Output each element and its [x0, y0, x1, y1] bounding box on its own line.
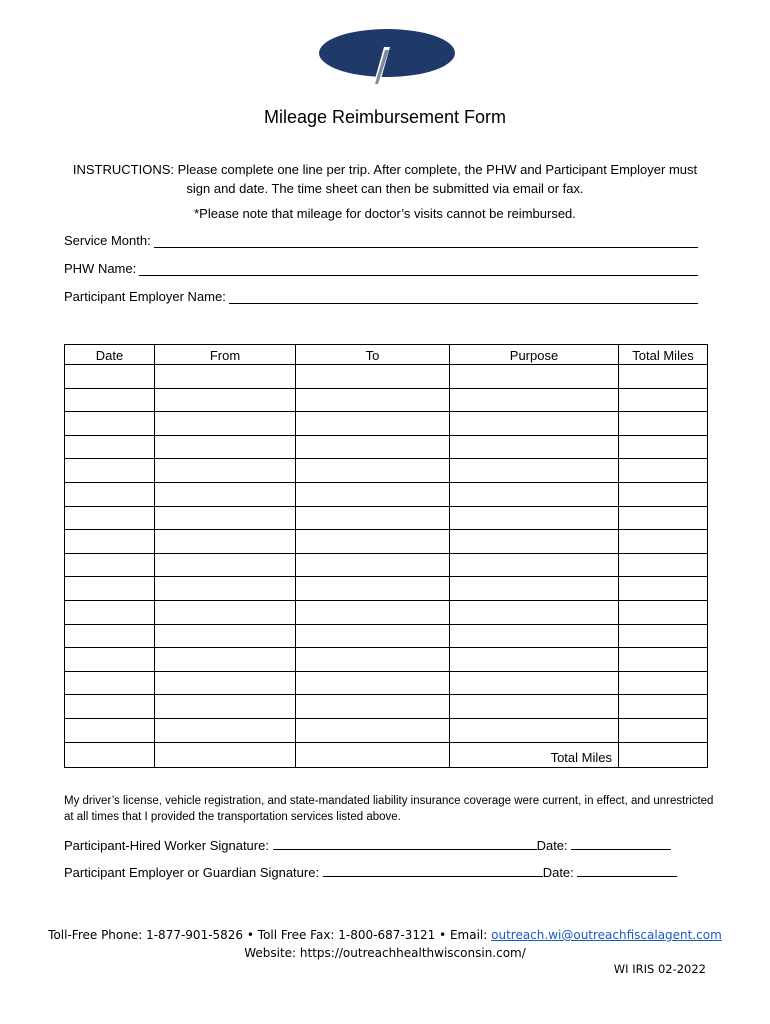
miles-cell[interactable]	[619, 553, 708, 577]
to-cell[interactable]	[296, 553, 450, 577]
employer-signature-label: Participant Employer or Guardian Signature:	[64, 865, 320, 880]
from-cell[interactable]	[155, 577, 296, 601]
from-cell[interactable]	[155, 388, 296, 412]
purpose-cell[interactable]	[450, 648, 619, 672]
from-cell[interactable]	[155, 695, 296, 719]
to-cell[interactable]	[296, 412, 450, 436]
date-cell[interactable]	[65, 365, 155, 389]
table-row	[65, 506, 708, 530]
table-row	[65, 648, 708, 672]
miles-cell[interactable]	[619, 388, 708, 412]
to-cell[interactable]	[296, 648, 450, 672]
date-cell[interactable]	[65, 506, 155, 530]
date-cell[interactable]	[65, 530, 155, 554]
to-cell[interactable]	[296, 718, 450, 742]
table-row	[65, 435, 708, 459]
phw-signature-line	[64, 836, 671, 853]
to-cell[interactable]	[296, 742, 450, 768]
date-cell[interactable]	[65, 671, 155, 695]
miles-cell[interactable]	[619, 365, 708, 389]
miles-cell[interactable]	[619, 624, 708, 648]
footer-contact: Toll-Free Phone: 1-877-901-5826 • Toll Free Fax: 1-800-687-3121 • Email:	[48, 928, 492, 942]
purpose-cell[interactable]	[450, 600, 619, 624]
phw-name-input[interactable]	[139, 261, 698, 276]
purpose-cell[interactable]	[450, 506, 619, 530]
purpose-cell[interactable]	[450, 365, 619, 389]
reimbursement-note: *Please note that mileage for doctor’s visits cannot be reimbursed.	[194, 206, 576, 221]
table-row	[65, 553, 708, 577]
from-cell[interactable]	[155, 624, 296, 648]
miles-cell[interactable]	[619, 435, 708, 459]
miles-cell[interactable]	[619, 671, 708, 695]
header-from: From	[155, 345, 296, 365]
phw-name-label: PHW Name:	[64, 261, 137, 276]
footer	[0, 926, 770, 962]
to-cell[interactable]	[296, 506, 450, 530]
from-cell[interactable]	[155, 530, 296, 554]
table-row	[65, 388, 708, 412]
header-to: To	[296, 345, 450, 365]
to-cell[interactable]	[296, 695, 450, 719]
table-header-row	[65, 345, 708, 365]
total-miles-cell[interactable]	[619, 742, 708, 768]
miles-cell[interactable]	[619, 506, 708, 530]
from-cell[interactable]	[155, 742, 296, 768]
from-cell[interactable]	[155, 482, 296, 506]
from-cell[interactable]	[155, 506, 296, 530]
date-cell[interactable]	[65, 553, 155, 577]
phw-signature-label: Participant-Hired Worker Signature:	[64, 838, 269, 853]
employer-signature-input[interactable]	[323, 863, 543, 877]
header-total-miles: Total Miles	[619, 345, 708, 365]
service-month-field	[64, 233, 698, 248]
employer-name-input[interactable]	[229, 289, 698, 304]
phw-date-input[interactable]	[571, 836, 671, 850]
to-cell[interactable]	[296, 459, 450, 483]
to-cell[interactable]	[296, 530, 450, 554]
table-row	[65, 459, 708, 483]
employer-name-label: Participant Employer Name:	[64, 289, 226, 304]
to-cell[interactable]	[296, 388, 450, 412]
miles-cell[interactable]	[619, 412, 708, 436]
table-row	[65, 530, 708, 554]
date-cell[interactable]	[65, 648, 155, 672]
from-cell[interactable]	[155, 435, 296, 459]
form-title: Mileage Reimbursement Form	[263, 107, 507, 127]
table-row	[65, 577, 708, 601]
mileage-table	[64, 344, 708, 768]
phw-signature-input[interactable]	[273, 836, 537, 850]
miles-cell[interactable]	[619, 459, 708, 483]
miles-cell[interactable]	[619, 600, 708, 624]
miles-cell[interactable]	[619, 530, 708, 554]
from-cell[interactable]	[155, 365, 296, 389]
to-cell[interactable]	[296, 577, 450, 601]
header-purpose: Purpose	[450, 345, 619, 365]
employer-date-label: Date:	[542, 865, 574, 880]
total-miles-label: Total Miles	[450, 742, 619, 768]
purpose-cell[interactable]	[450, 459, 619, 483]
date-cell[interactable]	[65, 695, 155, 719]
purpose-cell[interactable]	[450, 671, 619, 695]
purpose-cell[interactable]	[450, 388, 619, 412]
date-cell[interactable]	[65, 742, 155, 768]
from-cell[interactable]	[155, 412, 296, 436]
table-row	[65, 624, 708, 648]
miles-cell[interactable]	[619, 482, 708, 506]
from-cell[interactable]	[155, 600, 296, 624]
table-row	[65, 482, 708, 506]
table-row	[65, 718, 708, 742]
from-cell[interactable]	[155, 671, 296, 695]
to-cell[interactable]	[296, 482, 450, 506]
purpose-cell[interactable]	[450, 530, 619, 554]
phw-date-label: Date:	[536, 838, 568, 853]
footer-contact-line	[0, 926, 770, 944]
certification-statement: My driver’s license, vehicle registration, and state-mandated liability insurance coverage were current, in effect, and unrestricted at all times that I provided the transportation services listed above.	[64, 795, 714, 823]
header-date: Date	[65, 345, 155, 365]
purpose-cell[interactable]	[450, 695, 619, 719]
miles-cell[interactable]	[619, 648, 708, 672]
table-row	[65, 365, 708, 389]
purpose-cell[interactable]	[450, 553, 619, 577]
purpose-cell[interactable]	[450, 577, 619, 601]
purpose-cell[interactable]	[450, 435, 619, 459]
miles-cell[interactable]	[619, 718, 708, 742]
miles-cell[interactable]	[619, 577, 708, 601]
date-cell[interactable]	[65, 624, 155, 648]
date-cell[interactable]	[65, 718, 155, 742]
purpose-cell[interactable]	[450, 412, 619, 436]
purpose-cell[interactable]	[450, 624, 619, 648]
purpose-cell[interactable]	[450, 482, 619, 506]
table-row	[65, 695, 708, 719]
instructions-text: INSTRUCTIONS: Please complete one line per trip. After complete, the PHW and Participant Employer must sign and date. The time sheet can then be submitted via email or fax.	[72, 162, 698, 196]
from-cell[interactable]	[155, 459, 296, 483]
footer-website: Website: https://outreachhealthwisconsin.com/	[244, 946, 526, 960]
date-cell[interactable]	[65, 412, 155, 436]
form-code: WI IRIS 02-2022	[613, 962, 706, 976]
employer-name-field	[64, 289, 698, 304]
organization-logo	[318, 28, 456, 88]
employer-date-input[interactable]	[577, 863, 677, 877]
to-cell[interactable]	[296, 624, 450, 648]
footer-email-link[interactable]: outreach.wi@outreachfiscalagent.com	[491, 928, 722, 942]
date-cell[interactable]	[65, 577, 155, 601]
date-cell[interactable]	[65, 435, 155, 459]
to-cell[interactable]	[296, 365, 450, 389]
to-cell[interactable]	[296, 435, 450, 459]
total-row	[65, 742, 708, 768]
from-cell[interactable]	[155, 648, 296, 672]
purpose-cell[interactable]	[450, 718, 619, 742]
date-cell[interactable]	[65, 459, 155, 483]
from-cell[interactable]	[155, 553, 296, 577]
table-row	[65, 412, 708, 436]
to-cell[interactable]	[296, 671, 450, 695]
phw-name-field	[64, 261, 698, 276]
to-cell[interactable]	[296, 600, 450, 624]
service-month-label: Service Month:	[64, 233, 151, 248]
from-cell[interactable]	[155, 718, 296, 742]
date-cell[interactable]	[65, 388, 155, 412]
miles-cell[interactable]	[619, 695, 708, 719]
table-row	[65, 671, 708, 695]
employer-signature-line	[64, 863, 677, 880]
date-cell[interactable]	[65, 600, 155, 624]
date-cell[interactable]	[65, 482, 155, 506]
service-month-input[interactable]	[154, 233, 698, 248]
table-row	[65, 600, 708, 624]
